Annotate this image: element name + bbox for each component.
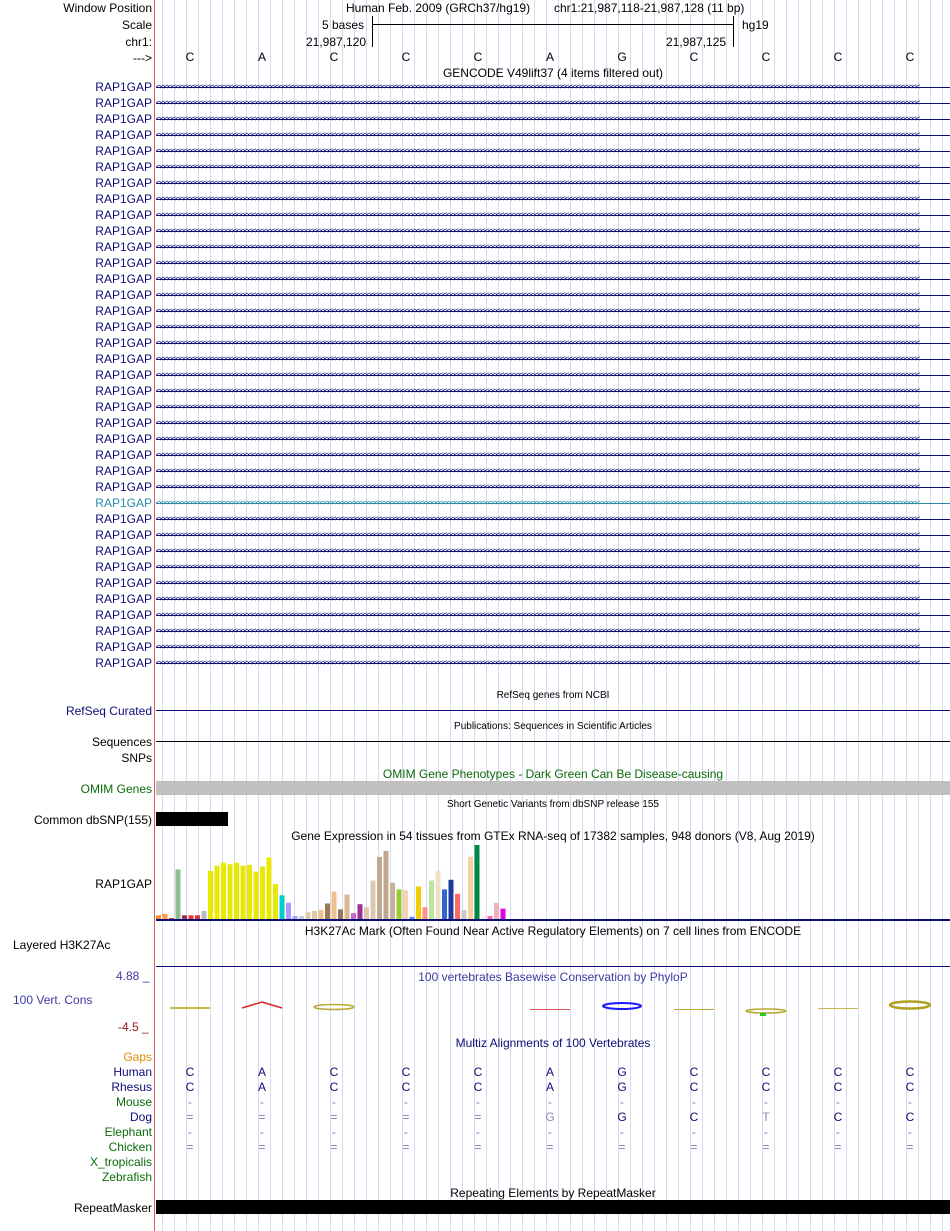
gencode-gene-label[interactable]: RAP1GAP [95,96,152,110]
strand-arrows: <<<<<<<<<<<<<<<<<<<<<<<<<<<<<<<<<<<<<<<<<<<<<<<<<<<<<<<<<<<<<<<<<<<<<<<<<<<<<<<<<<<<<<<<<<<<<<<<<<<<<<<<<<<<<<<<<<<<<<<<<<<<<<<<<<<<<<<<<<<<<<<<<<<<<<<<<<<<<<<<<<<<<<<<<<<<<<<<<<<<<<<<<<<<<<<<<<<<<<<< [156,482,920,491]
sequence-base: C [473,50,483,64]
alignment-base: C [401,1065,411,1079]
strand-arrows: <<<<<<<<<<<<<<<<<<<<<<<<<<<<<<<<<<<<<<<<<<<<<<<<<<<<<<<<<<<<<<<<<<<<<<<<<<<<<<<<<<<<<<<<<<<<<<<<<<<<<<<<<<<<<<<<<<<<<<<<<<<<<<<<<<<<<<<<<<<<<<<<<<<<<<<<<<<<<<<<<<<<<<<<<<<<<<<<<<<<<<<<<<<<<<<<<<<<<<<< [156,98,920,107]
strand-arrows: <<<<<<<<<<<<<<<<<<<<<<<<<<<<<<<<<<<<<<<<<<<<<<<<<<<<<<<<<<<<<<<<<<<<<<<<<<<<<<<<<<<<<<<<<<<<<<<<<<<<<<<<<<<<<<<<<<<<<<<<<<<<<<<<<<<<<<<<<<<<<<<<<<<<<<<<<<<<<<<<<<<<<<<<<<<<<<<<<<<<<<<<<<<<<<<<<<<<<<<< [156,594,920,603]
gtex-tissue-bar[interactable] [215,866,220,919]
alignment-base: = [258,1140,266,1154]
strand-arrows: <<<<<<<<<<<<<<<<<<<<<<<<<<<<<<<<<<<<<<<<<<<<<<<<<<<<<<<<<<<<<<<<<<<<<<<<<<<<<<<<<<<<<<<<<<<<<<<<<<<<<<<<<<<<<<<<<<<<<<<<<<<<<<<<<<<<<<<<<<<<<<<<<<<<<<<<<<<<<<<<<<<<<<<<<<<<<<<<<<<<<<<<<<<<<<<<<<<<<<<< [156,130,920,139]
strand-arrows: <<<<<<<<<<<<<<<<<<<<<<<<<<<<<<<<<<<<<<<<<<<<<<<<<<<<<<<<<<<<<<<<<<<<<<<<<<<<<<<<<<<<<<<<<<<<<<<<<<<<<<<<<<<<<<<<<<<<<<<<<<<<<<<<<<<<<<<<<<<<<<<<<<<<<<<<<<<<<<<<<<<<<<<<<<<<<<<<<<<<<<<<<<<<<<<<<<<<<<<< [156,386,920,395]
strand-label: ---> [133,51,152,65]
alignment-base: = [906,1140,914,1154]
gencode-gene-label[interactable]: RAP1GAP [95,336,152,350]
gencode-transcript-line[interactable] [156,178,950,187]
alignment-base: = [186,1140,194,1154]
alignment-base: T [762,1110,770,1124]
strand-arrows: <<<<<<<<<<<<<<<<<<<<<<<<<<<<<<<<<<<<<<<<<<<<<<<<<<<<<<<<<<<<<<<<<<<<<<<<<<<<<<<<<<<<<<<<<<<<<<<<<<<<<<<<<<<<<<<<<<<<<<<<<<<<<<<<<<<<<<<<<<<<<<<<<<<<<<<<<<<<<<<<<<<<<<<<<<<<<<<<<<<<<<<<<<<<<<<<<<<<<<<< [156,242,920,251]
gtex-tissue-bar[interactable] [176,869,181,919]
alignment-base: G [617,1080,627,1094]
strand-arrows: <<<<<<<<<<<<<<<<<<<<<<<<<<<<<<<<<<<<<<<<<<<<<<<<<<<<<<<<<<<<<<<<<<<<<<<<<<<<<<<<<<<<<<<<<<<<<<<<<<<<<<<<<<<<<<<<<<<<<<<<<<<<<<<<<<<<<<<<<<<<<<<<<<<<<<<<<<<<<<<<<<<<<<<<<<<<<<<<<<<<<<<<<<<<<<<<<<<<<<<< [156,178,920,187]
gencode-transcript-line[interactable] [156,578,950,587]
gencode-gene-label[interactable]: RAP1GAP [95,304,152,318]
gtex-tissue-bar[interactable] [390,883,395,919]
gencode-transcript-line[interactable] [156,242,950,251]
gencode-gene-label[interactable]: RAP1GAP [95,512,152,526]
gtex-bar-chart[interactable] [156,843,950,919]
gaps-label: Gaps [123,1050,152,1064]
snps-label[interactable]: SNPs [121,751,152,765]
gtex-tissue-bar[interactable] [358,904,363,919]
strand-arrows: <<<<<<<<<<<<<<<<<<<<<<<<<<<<<<<<<<<<<<<<<<<<<<<<<<<<<<<<<<<<<<<<<<<<<<<<<<<<<<<<<<<<<<<<<<<<<<<<<<<<<<<<<<<<<<<<<<<<<<<<<<<<<<<<<<<<<<<<<<<<<<<<<<<<<<<<<<<<<<<<<<<<<<<<<<<<<<<<<<<<<<<<<<<<<<<<<<<<<<<< [156,146,920,155]
gencode-gene-label[interactable]: RAP1GAP [95,528,152,542]
conservation-logo[interactable] [156,996,950,1020]
gencode-gene-label[interactable]: RAP1GAP [95,576,152,590]
gtex-tissue-bar[interactable] [332,892,337,919]
sequence-base: C [689,50,699,64]
strand-arrows: <<<<<<<<<<<<<<<<<<<<<<<<<<<<<<<<<<<<<<<<<<<<<<<<<<<<<<<<<<<<<<<<<<<<<<<<<<<<<<<<<<<<<<<<<<<<<<<<<<<<<<<<<<<<<<<<<<<<<<<<<<<<<<<<<<<<<<<<<<<<<<<<<<<<<<<<<<<<<<<<<<<<<<<<<<<<<<<<<<<<<<<<<<<<<<<<<<<<<<<< [156,258,920,267]
alignment-base: A [257,1065,266,1079]
cons-c-1 [170,1007,210,1009]
gencode-transcript-line[interactable] [156,418,950,427]
gtex-tissue-bar[interactable] [241,866,246,919]
gtex-tissue-bar[interactable] [312,911,317,919]
h3k27ac-track-title[interactable]: H3K27Ac Mark (Often Found Near Active Regulatory Elements) on 7 cell lines from ENCODE [304,924,802,938]
alignment-base: - [836,1125,840,1139]
gencode-gene-label[interactable]: RAP1GAP [95,384,152,398]
gencode-transcript-line[interactable] [156,498,950,507]
db-text: hg19 [742,18,769,32]
gtex-tissue-bar[interactable] [345,895,350,919]
gencode-gene-label[interactable]: RAP1GAP [95,288,152,302]
alignment-base: C [185,1065,195,1079]
strand-arrows: <<<<<<<<<<<<<<<<<<<<<<<<<<<<<<<<<<<<<<<<<<<<<<<<<<<<<<<<<<<<<<<<<<<<<<<<<<<<<<<<<<<<<<<<<<<<<<<<<<<<<<<<<<<<<<<<<<<<<<<<<<<<<<<<<<<<<<<<<<<<<<<<<<<<<<<<<<<<<<<<<<<<<<<<<<<<<<<<<<<<<<<<<<<<<<<<<<<<<<<< [156,530,920,539]
gtex-tissue-bar[interactable] [449,880,454,919]
scale-label: Scale [121,18,152,32]
species-label[interactable]: Chicken [108,1140,152,1154]
alignment-base: - [476,1095,480,1109]
strand-arrows: <<<<<<<<<<<<<<<<<<<<<<<<<<<<<<<<<<<<<<<<<<<<<<<<<<<<<<<<<<<<<<<<<<<<<<<<<<<<<<<<<<<<<<<<<<<<<<<<<<<<<<<<<<<<<<<<<<<<<<<<<<<<<<<<<<<<<<<<<<<<<<<<<<<<<<<<<<<<<<<<<<<<<<<<<<<<<<<<<<<<<<<<<<<<<<<<<<<<<<<< [156,402,920,411]
coord-left-tick [372,33,373,47]
alignment-base: C [905,1080,915,1094]
gtex-tissue-bar[interactable] [254,872,259,919]
strand-arrows: <<<<<<<<<<<<<<<<<<<<<<<<<<<<<<<<<<<<<<<<<<<<<<<<<<<<<<<<<<<<<<<<<<<<<<<<<<<<<<<<<<<<<<<<<<<<<<<<<<<<<<<<<<<<<<<<<<<<<<<<<<<<<<<<<<<<<<<<<<<<<<<<<<<<<<<<<<<<<<<<<<<<<<<<<<<<<<<<<<<<<<<<<<<<<<<<<<<<<<<< [156,546,920,555]
alignment-base: - [404,1125,408,1139]
alignment-base: - [764,1125,768,1139]
alignment-base: - [620,1095,624,1109]
cons-c-11 [890,1002,930,1009]
sequences-label[interactable]: Sequences [91,735,152,749]
gencode-transcript-line[interactable] [156,338,950,347]
h3k27ac-label[interactable]: Layered H3K27Ac [13,938,111,952]
alignment-base: - [188,1125,192,1139]
alignment-base: C [689,1065,699,1079]
scale-bar [372,24,733,25]
gencode-gene-label[interactable]: RAP1GAP [95,656,152,670]
alignment-base: = [402,1110,410,1124]
species-label[interactable]: Dog [129,1110,152,1124]
alignment-base: = [474,1110,482,1124]
cons-a-6 [530,1009,570,1010]
strand-arrows: <<<<<<<<<<<<<<<<<<<<<<<<<<<<<<<<<<<<<<<<<<<<<<<<<<<<<<<<<<<<<<<<<<<<<<<<<<<<<<<<<<<<<<<<<<<<<<<<<<<<<<<<<<<<<<<<<<<<<<<<<<<<<<<<<<<<<<<<<<<<<<<<<<<<<<<<<<<<<<<<<<<<<<<<<<<<<<<<<<<<<<<<<<<<<<<<<<<<<<<< [156,370,920,379]
gtex-tissue-bar[interactable] [228,864,233,919]
sequence-base: G [617,50,627,64]
gtex-tissue-bar[interactable] [455,894,460,919]
alignment-base: = [762,1140,770,1154]
cons-a-2 [242,1002,282,1008]
gtex-track-title[interactable]: Gene Expression in 54 tissues from GTEx RNA-seq of 17382 samples, 948 donors (V8, Aug 2019) [291,829,815,843]
conservation-label[interactable]: 100 Vert. Cons [13,993,93,1007]
alignment-base: - [620,1125,624,1139]
alignment-base: C [689,1110,699,1124]
dbsnp-track-title[interactable]: Short Genetic Variants from dbSNP release 155 [447,799,659,810]
conservation-min-label: -4.5 _ [118,1020,149,1034]
gencode-gene-label[interactable]: RAP1GAP [95,176,152,190]
repeatmasker-label[interactable]: RepeatMasker [73,1201,152,1215]
species-label[interactable]: Human [113,1065,152,1079]
position-text[interactable]: chr1:21,987,118-21,987,128 (11 bp) [554,1,745,15]
coord-right: 21,987,125 [666,35,727,49]
strand-arrows: <<<<<<<<<<<<<<<<<<<<<<<<<<<<<<<<<<<<<<<<<<<<<<<<<<<<<<<<<<<<<<<<<<<<<<<<<<<<<<<<<<<<<<<<<<<<<<<<<<<<<<<<<<<<<<<<<<<<<<<<<<<<<<<<<<<<<<<<<<<<<<<<<<<<<<<<<<<<<<<<<<<<<<<<<<<<<<<<<<<<<<<<<<<<<<<<<<<<<<<< [156,658,920,667]
alignment-base: G [617,1065,627,1079]
sequence-base: C [401,50,411,64]
cons-c-3 [314,1005,354,1010]
gencode-gene-label[interactable]: RAP1GAP [95,560,152,574]
coord-right-tick [733,33,734,47]
species-label[interactable]: Elephant [104,1125,152,1139]
alignment-base: - [908,1095,912,1109]
gencode-transcript-line[interactable] [156,402,950,411]
gencode-transcript-line[interactable] [156,290,950,299]
gtex-tissue-bar[interactable] [436,871,441,919]
gencode-transcript-line[interactable] [156,434,950,443]
gtex-tissue-bar[interactable] [462,910,467,919]
alignment-base: - [548,1095,552,1109]
gencode-gene-label[interactable]: RAP1GAP [95,192,152,206]
gencode-gene-label[interactable]: RAP1GAP [95,320,152,334]
dbsnp-label[interactable]: Common dbSNP(155) [33,813,152,827]
gencode-gene-label[interactable]: RAP1GAP [95,448,152,462]
gencode-gene-label[interactable]: RAP1GAP [95,496,152,510]
gtex-tissue-bar[interactable] [475,845,480,919]
gtex-tissue-bar[interactable] [397,889,402,919]
alignment-base: C [833,1080,843,1094]
gtex-tissue-bar[interactable] [280,895,285,919]
alignment-base: - [836,1095,840,1109]
conservation-max-label: 4.88 _ [116,969,150,983]
multiz-track-title[interactable]: Multiz Alignments of 100 Vertebrates [455,1036,651,1050]
gtex-tissue-bar[interactable] [234,863,239,919]
scale-right-tick [733,16,734,33]
gtex-tissue-bar[interactable] [371,881,376,919]
alignment-base: = [330,1140,338,1154]
gencode-transcript-line[interactable] [156,162,950,171]
gtex-tissue-bar[interactable] [501,909,506,919]
alignment-base: C [905,1065,915,1079]
refseq-label[interactable]: RefSeq Curated [65,704,152,718]
gencode-transcript-line[interactable] [156,450,950,459]
alignment-base: C [329,1065,339,1079]
strand-arrows: <<<<<<<<<<<<<<<<<<<<<<<<<<<<<<<<<<<<<<<<<<<<<<<<<<<<<<<<<<<<<<<<<<<<<<<<<<<<<<<<<<<<<<<<<<<<<<<<<<<<<<<<<<<<<<<<<<<<<<<<<<<<<<<<<<<<<<<<<<<<<<<<<<<<<<<<<<<<<<<<<<<<<<<<<<<<<<<<<<<<<<<<<<<<<<<<<<<<<<<< [156,306,920,315]
alignment-base: A [257,1080,266,1094]
gencode-gene-label[interactable]: RAP1GAP [95,480,152,494]
alignment-base: - [260,1125,264,1139]
alignment-base: C [833,1110,843,1124]
gtex-tissue-bar[interactable] [260,866,265,919]
gencode-gene-label[interactable]: RAP1GAP [95,624,152,638]
gtex-tissue-bar[interactable] [442,889,447,919]
strand-arrows: <<<<<<<<<<<<<<<<<<<<<<<<<<<<<<<<<<<<<<<<<<<<<<<<<<<<<<<<<<<<<<<<<<<<<<<<<<<<<<<<<<<<<<<<<<<<<<<<<<<<<<<<<<<<<<<<<<<<<<<<<<<<<<<<<<<<<<<<<<<<<<<<<<<<<<<<<<<<<<<<<<<<<<<<<<<<<<<<<<<<<<<<<<<<<<<<<<<<<<<< [156,338,920,347]
gencode-transcript-line[interactable] [156,146,950,155]
alignment-base: A [545,1080,554,1094]
h3k27ac-line [156,966,950,967]
conservation-track-title[interactable]: 100 vertebrates Basewise Conservation by PhyloP [418,970,688,984]
strand-arrows: <<<<<<<<<<<<<<<<<<<<<<<<<<<<<<<<<<<<<<<<<<<<<<<<<<<<<<<<<<<<<<<<<<<<<<<<<<<<<<<<<<<<<<<<<<<<<<<<<<<<<<<<<<<<<<<<<<<<<<<<<<<<<<<<<<<<<<<<<<<<<<<<<<<<<<<<<<<<<<<<<<<<<<<<<<<<<<<<<<<<<<<<<<<<<<<<<<<<<<<< [156,610,920,619]
alignment-base: C [833,1065,843,1079]
strand-arrows: <<<<<<<<<<<<<<<<<<<<<<<<<<<<<<<<<<<<<<<<<<<<<<<<<<<<<<<<<<<<<<<<<<<<<<<<<<<<<<<<<<<<<<<<<<<<<<<<<<<<<<<<<<<<<<<<<<<<<<<<<<<<<<<<<<<<<<<<<<<<<<<<<<<<<<<<<<<<<<<<<<<<<<<<<<<<<<<<<<<<<<<<<<<<<<<<<<<<<<<< [156,114,920,123]
alignment-base: = [330,1110,338,1124]
gencode-gene-label[interactable]: RAP1GAP [95,272,152,286]
cons-g-7 [603,1003,641,1009]
gencode-gene-label[interactable]: RAP1GAP [95,144,152,158]
gencode-gene-label[interactable]: RAP1GAP [95,352,152,366]
alignment-base: - [764,1095,768,1109]
gtex-tissue-bar[interactable] [306,912,311,919]
gencode-transcript-line[interactable] [156,274,950,283]
gencode-gene-label[interactable]: RAP1GAP [95,256,152,270]
gencode-gene-label[interactable]: RAP1GAP [95,592,152,606]
gencode-transcript-line[interactable] [156,658,950,667]
gencode-transcript-line[interactable] [156,322,950,331]
gtex-tissue-bar[interactable] [267,858,272,919]
alignment-base: - [548,1125,552,1139]
strand-arrows: <<<<<<<<<<<<<<<<<<<<<<<<<<<<<<<<<<<<<<<<<<<<<<<<<<<<<<<<<<<<<<<<<<<<<<<<<<<<<<<<<<<<<<<<<<<<<<<<<<<<<<<<<<<<<<<<<<<<<<<<<<<<<<<<<<<<<<<<<<<<<<<<<<<<<<<<<<<<<<<<<<<<<<<<<<<<<<<<<<<<<<<<<<<<<<<<<<<<<<<< [156,322,920,331]
gencode-gene-label[interactable]: RAP1GAP [95,208,152,222]
alignment-base: - [476,1125,480,1139]
gtex-tissue-bar[interactable] [202,911,207,919]
gtex-label[interactable]: RAP1GAP [95,877,152,891]
sequence-base: A [545,50,554,64]
gencode-transcript-line[interactable] [156,354,950,363]
gtex-tissue-bar[interactable] [364,907,369,919]
sequence-base: C [185,50,195,64]
assembly-text[interactable]: Human Feb. 2009 (GRCh37/hg19) [346,1,531,15]
gtex-tissue-bar[interactable] [319,910,324,919]
alignment-base: C [905,1110,915,1124]
strand-arrows: <<<<<<<<<<<<<<<<<<<<<<<<<<<<<<<<<<<<<<<<<<<<<<<<<<<<<<<<<<<<<<<<<<<<<<<<<<<<<<<<<<<<<<<<<<<<<<<<<<<<<<<<<<<<<<<<<<<<<<<<<<<<<<<<<<<<<<<<<<<<<<<<<<<<<<<<<<<<<<<<<<<<<<<<<<<<<<<<<<<<<<<<<<<<<<<<<<<<<<<< [156,226,920,235]
gencode-transcript-line[interactable] [156,370,950,379]
strand-arrows: <<<<<<<<<<<<<<<<<<<<<<<<<<<<<<<<<<<<<<<<<<<<<<<<<<<<<<<<<<<<<<<<<<<<<<<<<<<<<<<<<<<<<<<<<<<<<<<<<<<<<<<<<<<<<<<<<<<<<<<<<<<<<<<<<<<<<<<<<<<<<<<<<<<<<<<<<<<<<<<<<<<<<<<<<<<<<<<<<<<<<<<<<<<<<<<<<<<<<<<< [156,578,920,587]
gencode-transcript-line[interactable] [156,626,950,635]
alignment-base: C [761,1065,771,1079]
strand-arrows: <<<<<<<<<<<<<<<<<<<<<<<<<<<<<<<<<<<<<<<<<<<<<<<<<<<<<<<<<<<<<<<<<<<<<<<<<<<<<<<<<<<<<<<<<<<<<<<<<<<<<<<<<<<<<<<<<<<<<<<<<<<<<<<<<<<<<<<<<<<<<<<<<<<<<<<<<<<<<<<<<<<<<<<<<<<<<<<<<<<<<<<<<<<<<<<<<<<<<<<< [156,210,920,219]
gencode-transcript-line[interactable] [156,466,950,475]
gencode-gene-label[interactable]: RAP1GAP [95,464,152,478]
refseq-track-title[interactable]: RefSeq genes from NCBI [496,690,610,701]
gencode-transcript-line[interactable] [156,306,950,315]
gtex-tissue-bar[interactable] [429,881,434,919]
strand-arrows: <<<<<<<<<<<<<<<<<<<<<<<<<<<<<<<<<<<<<<<<<<<<<<<<<<<<<<<<<<<<<<<<<<<<<<<<<<<<<<<<<<<<<<<<<<<<<<<<<<<<<<<<<<<<<<<<<<<<<<<<<<<<<<<<<<<<<<<<<<<<<<<<<<<<<<<<<<<<<<<<<<<<<<<<<<<<<<<<<<<<<<<<<<<<<<<<<<<<<<<< [156,466,920,475]
strand-arrows: <<<<<<<<<<<<<<<<<<<<<<<<<<<<<<<<<<<<<<<<<<<<<<<<<<<<<<<<<<<<<<<<<<<<<<<<<<<<<<<<<<<<<<<<<<<<<<<<<<<<<<<<<<<<<<<<<<<<<<<<<<<<<<<<<<<<<<<<<<<<<<<<<<<<<<<<<<<<<<<<<<<<<<<<<<<<<<<<<<<<<<<<<<<<<<<<<<<<<<<< [156,562,920,571]
gencode-gene-label[interactable]: RAP1GAP [95,416,152,430]
alignment-base: = [258,1110,266,1124]
gencode-transcript-line[interactable] [156,514,950,523]
sequence-base: A [257,50,266,64]
strand-arrows: <<<<<<<<<<<<<<<<<<<<<<<<<<<<<<<<<<<<<<<<<<<<<<<<<<<<<<<<<<<<<<<<<<<<<<<<<<<<<<<<<<<<<<<<<<<<<<<<<<<<<<<<<<<<<<<<<<<<<<<<<<<<<<<<<<<<<<<<<<<<<<<<<<<<<<<<<<<<<<<<<<<<<<<<<<<<<<<<<<<<<<<<<<<<<<<<<<<<<<<< [156,82,920,91]
refseq-line[interactable] [156,710,950,711]
gencode-transcript-line[interactable] [156,610,950,619]
repeatmasker-bar[interactable] [156,1200,950,1214]
strand-arrows: <<<<<<<<<<<<<<<<<<<<<<<<<<<<<<<<<<<<<<<<<<<<<<<<<<<<<<<<<<<<<<<<<<<<<<<<<<<<<<<<<<<<<<<<<<<<<<<<<<<<<<<<<<<<<<<<<<<<<<<<<<<<<<<<<<<<<<<<<<<<<<<<<<<<<<<<<<<<<<<<<<<<<<<<<<<<<<<<<<<<<<<<<<<<<<<<<<<<<<<< [156,290,920,299]
alignment-base: C [473,1065,483,1079]
strand-arrows: <<<<<<<<<<<<<<<<<<<<<<<<<<<<<<<<<<<<<<<<<<<<<<<<<<<<<<<<<<<<<<<<<<<<<<<<<<<<<<<<<<<<<<<<<<<<<<<<<<<<<<<<<<<<<<<<<<<<<<<<<<<<<<<<<<<<<<<<<<<<<<<<<<<<<<<<<<<<<<<<<<<<<<<<<<<<<<<<<<<<<<<<<<<<<<<<<<<<<<<< [156,274,920,283]
species-label[interactable]: Rhesus [111,1080,152,1094]
gencode-gene-label[interactable]: RAP1GAP [95,160,152,174]
gencode-gene-label[interactable]: RAP1GAP [95,544,152,558]
alignment-base: C [473,1080,483,1094]
alignment-base: - [692,1095,696,1109]
gtex-tissue-bar[interactable] [377,857,382,919]
gencode-transcript-line[interactable] [156,258,950,267]
alignment-base: = [402,1140,410,1154]
alignment-base: = [618,1140,626,1154]
gencode-gene-label[interactable]: RAP1GAP [95,400,152,414]
gencode-transcript-line[interactable] [156,530,950,539]
strand-arrows: <<<<<<<<<<<<<<<<<<<<<<<<<<<<<<<<<<<<<<<<<<<<<<<<<<<<<<<<<<<<<<<<<<<<<<<<<<<<<<<<<<<<<<<<<<<<<<<<<<<<<<<<<<<<<<<<<<<<<<<<<<<<<<<<<<<<<<<<<<<<<<<<<<<<<<<<<<<<<<<<<<<<<<<<<<<<<<<<<<<<<<<<<<<<<<<<<<<<<<<< [156,626,920,635]
alignment-base: = [690,1140,698,1154]
alignment-base: C [329,1080,339,1094]
species-label[interactable]: Mouse [115,1095,152,1109]
gtex-tissue-bar[interactable] [494,903,499,919]
gtex-baseline [156,919,950,921]
species-label[interactable]: Zebrafish [101,1170,152,1184]
alignment-base: = [474,1140,482,1154]
publications-track-title[interactable]: Publications: Sequences in Scientific Articles [454,721,652,732]
gtex-tissue-bar[interactable] [416,886,421,919]
sequence-base: C [905,50,915,64]
strand-arrows: <<<<<<<<<<<<<<<<<<<<<<<<<<<<<<<<<<<<<<<<<<<<<<<<<<<<<<<<<<<<<<<<<<<<<<<<<<<<<<<<<<<<<<<<<<<<<<<<<<<<<<<<<<<<<<<<<<<<<<<<<<<<<<<<<<<<<<<<<<<<<<<<<<<<<<<<<<<<<<<<<<<<<<<<<<<<<<<<<<<<<<<<<<<<<<<<<<<<<<<< [156,418,920,427]
gencode-transcript-line[interactable] [156,226,950,235]
gtex-tissue-bar[interactable] [338,909,343,919]
gencode-gene-label[interactable]: RAP1GAP [95,640,152,654]
gencode-track-title[interactable]: GENCODE V49lift37 (4 items filtered out) [442,66,664,80]
omim-label[interactable]: OMIM Genes [80,782,152,796]
alignment-base: - [332,1125,336,1139]
cons-c-10 [818,1008,858,1009]
alignment-base: C [185,1080,195,1094]
species-label[interactable]: X_tropicalis [89,1155,152,1169]
gtex-tissue-bar[interactable] [468,857,473,919]
cons-c-9 [746,1009,786,1013]
alignment-base: - [908,1125,912,1139]
alignment-base: A [545,1065,554,1079]
gtex-tissue-bar[interactable] [384,851,389,919]
repeatmasker-track-title[interactable]: Repeating Elements by RepeatMasker [450,1186,656,1200]
gencode-transcript-line[interactable] [156,642,950,651]
strand-arrows: <<<<<<<<<<<<<<<<<<<<<<<<<<<<<<<<<<<<<<<<<<<<<<<<<<<<<<<<<<<<<<<<<<<<<<<<<<<<<<<<<<<<<<<<<<<<<<<<<<<<<<<<<<<<<<<<<<<<<<<<<<<<<<<<<<<<<<<<<<<<<<<<<<<<<<<<<<<<<<<<<<<<<<<<<<<<<<<<<<<<<<<<<<<<<<<<<<<<<<<< [156,434,920,443]
label-separator [154,0,155,1231]
alignment-base: = [546,1140,554,1154]
omim-track-title[interactable]: OMIM Gene Phenotypes - Dark Green Can Be Disease-causing [382,767,724,781]
alignment-base: G [617,1110,627,1124]
chrom-label: chr1: [125,35,152,49]
gtex-tissue-bar[interactable] [286,903,291,919]
alignment-base: C [761,1080,771,1094]
gencode-gene-label[interactable]: RAP1GAP [95,112,152,126]
alignment-base: - [188,1095,192,1109]
alignment-base: = [834,1140,842,1154]
sequence-base: C [761,50,771,64]
gencode-transcript-line[interactable] [156,210,950,219]
gencode-transcript-line[interactable] [156,546,950,555]
dbsnp-variant-bar[interactable] [156,812,228,826]
sequence-base: C [329,50,339,64]
sequences-line[interactable] [156,741,950,742]
strand-arrows: <<<<<<<<<<<<<<<<<<<<<<<<<<<<<<<<<<<<<<<<<<<<<<<<<<<<<<<<<<<<<<<<<<<<<<<<<<<<<<<<<<<<<<<<<<<<<<<<<<<<<<<<<<<<<<<<<<<<<<<<<<<<<<<<<<<<<<<<<<<<<<<<<<<<<<<<<<<<<<<<<<<<<<<<<<<<<<<<<<<<<<<<<<<<<<<<<<<<<<<< [156,498,920,507]
strand-arrows: <<<<<<<<<<<<<<<<<<<<<<<<<<<<<<<<<<<<<<<<<<<<<<<<<<<<<<<<<<<<<<<<<<<<<<<<<<<<<<<<<<<<<<<<<<<<<<<<<<<<<<<<<<<<<<<<<<<<<<<<<<<<<<<<<<<<<<<<<<<<<<<<<<<<<<<<<<<<<<<<<<<<<<<<<<<<<<<<<<<<<<<<<<<<<<<<<<<<<<<< [156,642,920,651]
strand-arrows: <<<<<<<<<<<<<<<<<<<<<<<<<<<<<<<<<<<<<<<<<<<<<<<<<<<<<<<<<<<<<<<<<<<<<<<<<<<<<<<<<<<<<<<<<<<<<<<<<<<<<<<<<<<<<<<<<<<<<<<<<<<<<<<<<<<<<<<<<<<<<<<<<<<<<<<<<<<<<<<<<<<<<<<<<<<<<<<<<<<<<<<<<<<<<<<<<<<<<<<< [156,162,920,171]
alignment-base: G [545,1110,555,1124]
cons-c-8 [674,1009,714,1010]
gencode-gene-label[interactable]: RAP1GAP [95,80,152,94]
gencode-transcript-line[interactable] [156,386,950,395]
sequence-base: C [833,50,843,64]
gencode-gene-label[interactable]: RAP1GAP [95,224,152,238]
gencode-gene-label[interactable]: RAP1GAP [95,608,152,622]
gtex-tissue-bar[interactable] [423,907,428,919]
scale-text: 5 bases [322,18,365,32]
gencode-transcript-line[interactable] [156,482,950,491]
window-position-label: Window Position [63,1,152,15]
strand-arrows: <<<<<<<<<<<<<<<<<<<<<<<<<<<<<<<<<<<<<<<<<<<<<<<<<<<<<<<<<<<<<<<<<<<<<<<<<<<<<<<<<<<<<<<<<<<<<<<<<<<<<<<<<<<<<<<<<<<<<<<<<<<<<<<<<<<<<<<<<<<<<<<<<<<<<<<<<<<<<<<<<<<<<<<<<<<<<<<<<<<<<<<<<<<<<<<<<<<<<<<< [156,450,920,459]
gencode-gene-label[interactable]: RAP1GAP [95,368,152,382]
alignment-base: = [186,1110,194,1124]
alignment-base: - [692,1125,696,1139]
gencode-gene-label[interactable]: RAP1GAP [95,128,152,142]
gencode-transcript-line[interactable] [156,82,950,91]
strand-arrows: <<<<<<<<<<<<<<<<<<<<<<<<<<<<<<<<<<<<<<<<<<<<<<<<<<<<<<<<<<<<<<<<<<<<<<<<<<<<<<<<<<<<<<<<<<<<<<<<<<<<<<<<<<<<<<<<<<<<<<<<<<<<<<<<<<<<<<<<<<<<<<<<<<<<<<<<<<<<<<<<<<<<<<<<<<<<<<<<<<<<<<<<<<<<<<<<<<<<<<<< [156,514,920,523]
gtex-tissue-bar[interactable] [208,871,213,919]
strand-arrows: <<<<<<<<<<<<<<<<<<<<<<<<<<<<<<<<<<<<<<<<<<<<<<<<<<<<<<<<<<<<<<<<<<<<<<<<<<<<<<<<<<<<<<<<<<<<<<<<<<<<<<<<<<<<<<<<<<<<<<<<<<<<<<<<<<<<<<<<<<<<<<<<<<<<<<<<<<<<<<<<<<<<<<<<<<<<<<<<<<<<<<<<<<<<<<<<<<<<<<<< [156,194,920,203]
gencode-transcript-line[interactable] [156,194,950,203]
gencode-gene-label[interactable]: RAP1GAP [95,432,152,446]
omim-bar[interactable] [156,781,950,795]
gtex-tissue-bar[interactable] [403,890,408,919]
gtex-tissue-bar[interactable] [325,903,330,919]
coord-left: 21,987,120 [306,35,367,49]
alignment-base: C [401,1080,411,1094]
cons-t-9 [760,1013,766,1016]
gencode-transcript-line[interactable] [156,114,950,123]
gencode-transcript-line[interactable] [156,562,950,571]
gtex-tissue-bar[interactable] [221,863,226,919]
alignment-base: - [404,1095,408,1109]
gencode-transcript-line[interactable] [156,98,950,107]
strand-arrows: <<<<<<<<<<<<<<<<<<<<<<<<<<<<<<<<<<<<<<<<<<<<<<<<<<<<<<<<<<<<<<<<<<<<<<<<<<<<<<<<<<<<<<<<<<<<<<<<<<<<<<<<<<<<<<<<<<<<<<<<<<<<<<<<<<<<<<<<<<<<<<<<<<<<<<<<<<<<<<<<<<<<<<<<<<<<<<<<<<<<<<<<<<<<<<<<<<<<<<<< [156,354,920,363]
alignment-base: - [332,1095,336,1109]
gtex-tissue-bar[interactable] [273,884,278,919]
gencode-transcript-line[interactable] [156,130,950,139]
gtex-tissue-bar[interactable] [247,865,252,919]
alignment-base: - [260,1095,264,1109]
alignment-base: C [689,1080,699,1094]
gencode-gene-label[interactable]: RAP1GAP [95,240,152,254]
gencode-transcript-line[interactable] [156,594,950,603]
